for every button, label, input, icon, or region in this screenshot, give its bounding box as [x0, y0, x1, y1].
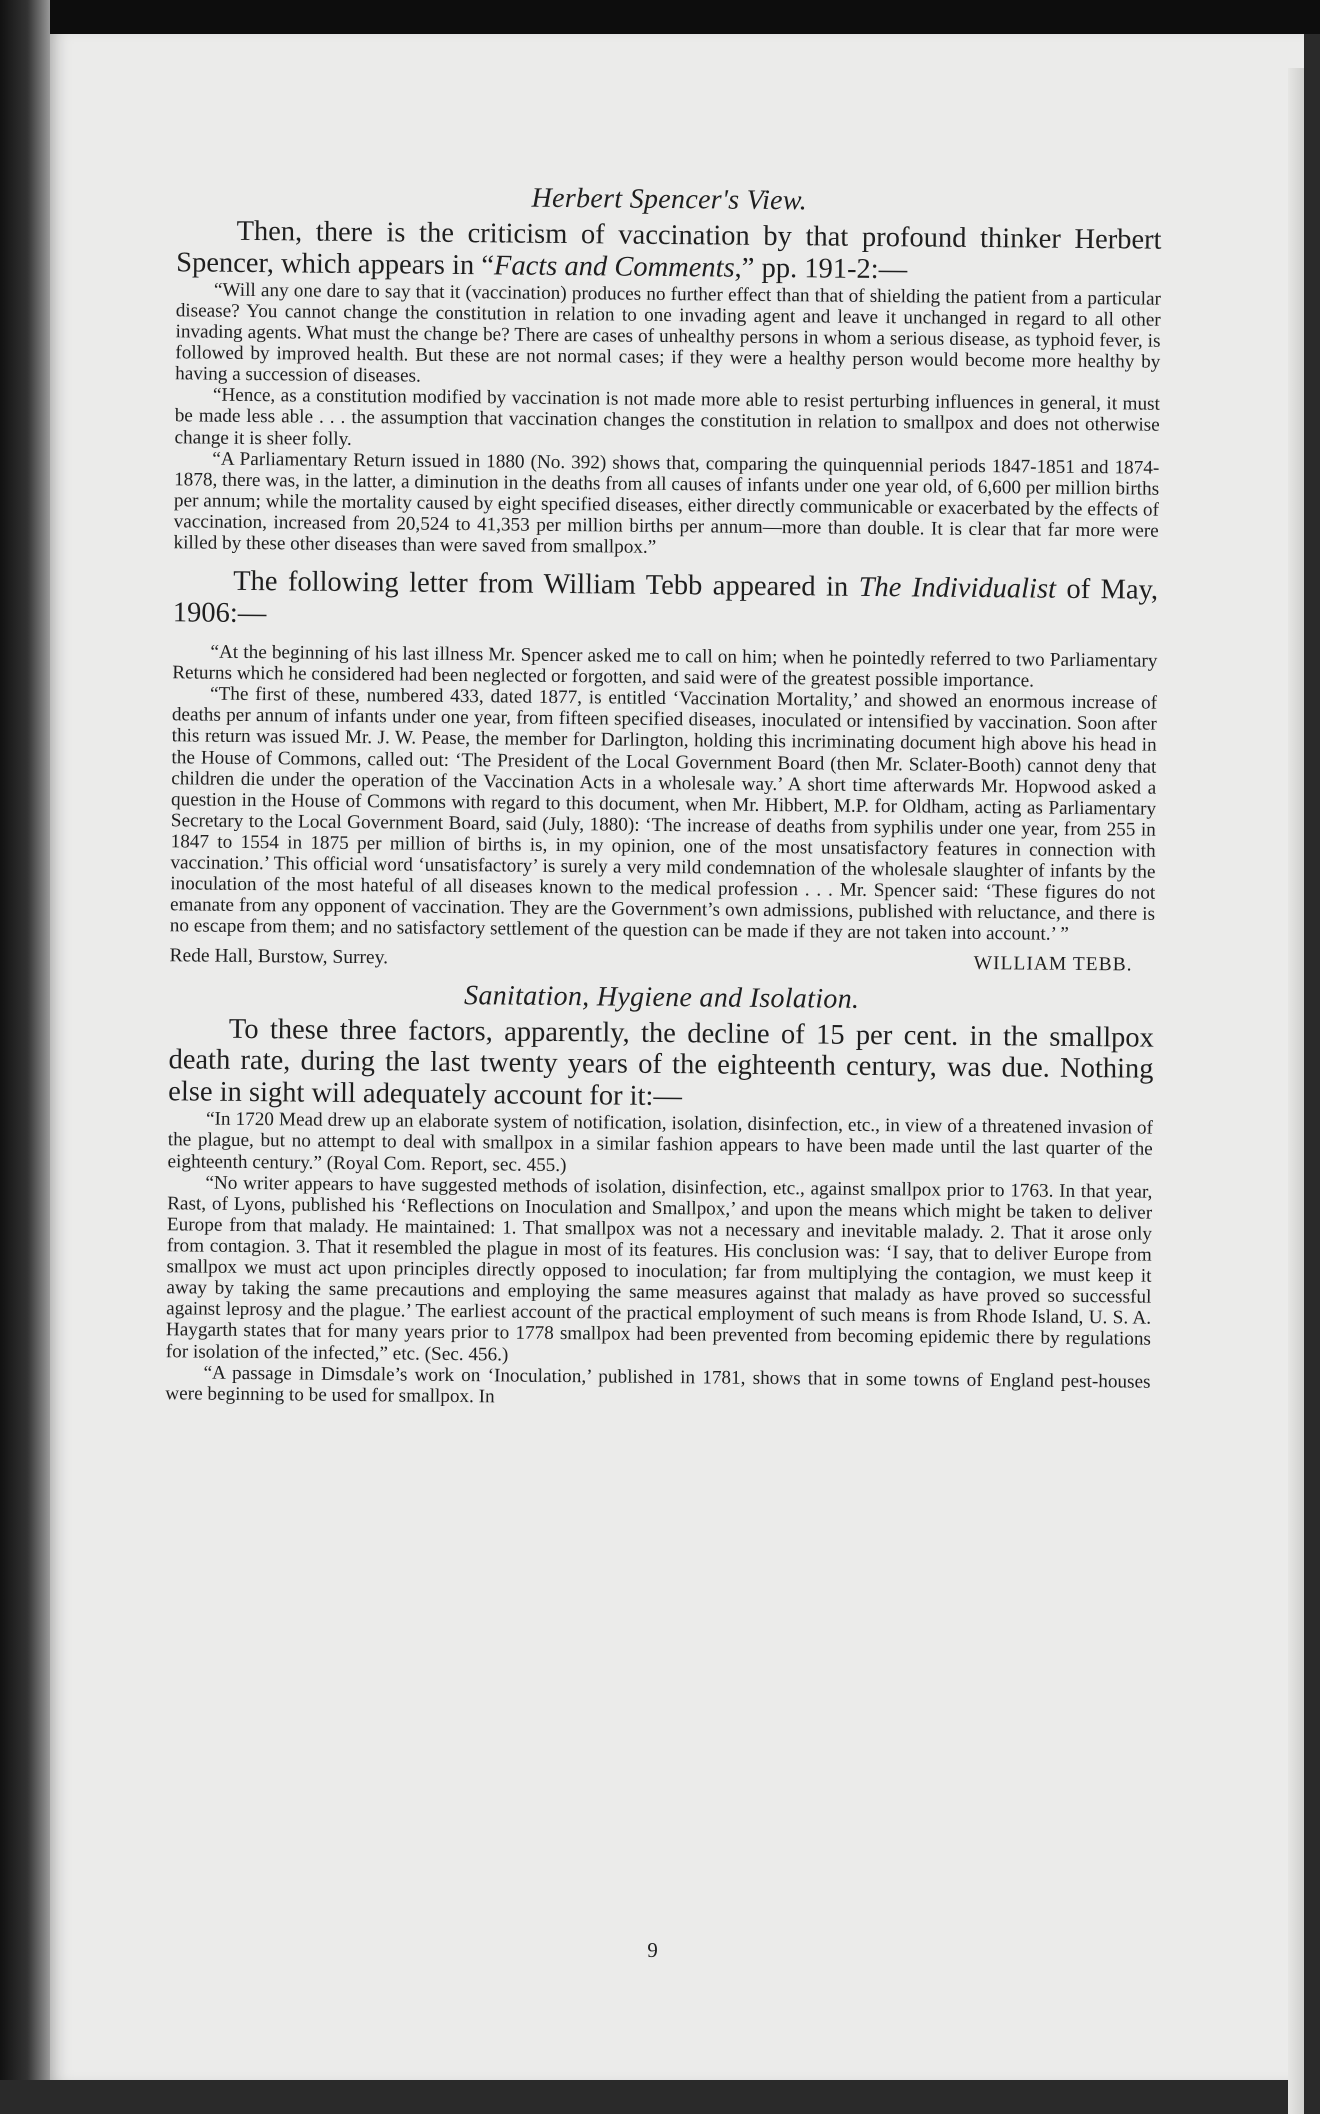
scan-left-border — [0, 0, 50, 2080]
intro-paragraph-spencer: Then, there is the criticism of vaccination by that profound thinker Herbert Spencer, which appears in “Facts and Comments,” pp. 191-2:— — [176, 215, 1162, 286]
letter-signature — [169, 945, 1154, 976]
signature-address: Rede Hall, Burstow, Surrey. — [169, 944, 389, 968]
letter-paragraph: “The first of these, numbered 433, dated 1877, is entitled ‘Vaccination Mortality,’ and showed an enormous increase of deaths per annum of infants under one year, from fifteen specified diseases, inoculated or intensified by vaccination. Soon after this return was issued Mr. J. W. Pease, the member for Darlington, holding this incriminating document high above his head in the House of Commons, called out: ‘The President of the Local Government Board (then Mr. Sclater-Booth) cannot deny that children die under the operation of the Vaccination Acts in a wholesale way.’ A short time afterwards Mr. Hopwood asked a question in the House of Commons with regard to this document, when Mr. Hibbert, M.P. for Oldham, acting as Parliamentary Secretary to the Local Government Board, said (July, 1880): ‘The increase of deaths from syphilis under one year, from 255 in 1847 to 1554 in 1875 per million of births is, in my opinion, one of the most unsatisfactory features in connection with vaccination.’ This official word ‘unsatisfactory’ is surely a very mild condemnation of the wholesale slaughter of infants by the inoculation of the most hateful of all diseases known to the medical profession . . . Mr. Spencer said: ‘These figures do not emanate from any opponent of vaccination. They are the Government’s own admissions, published with reluctance, and there is no escape from them; and no satisfactory settlement of the question can be made if they are not taken into account.’ ” — [169, 683, 1158, 946]
quote-paragraph: “A passage in Dimsdale’s work on ‘Inoculation,’ published in 1781, shows that in some towns of England pest-houses were beginning to be used for smallpox. In — [165, 1362, 1151, 1408]
quote-paragraph: “No writer appears to have suggested methods of isolation, disinfection, etc., against smallpox prior to 1763. In that year, Rast, of Lyons, published his ‘Reflections on Inoculation and Smallpox,’ and upon the means which might be taken to deliver Europe from that malady. He maintained: 1. That smallpox was not a necessary and inevitable malady. 2. That it arose only from contagion. 3. That it resembled the plague in most of its features. His conclusion was: ‘I say, that to deliver Europe from smallpox we must act upon principles directly opposed to inoculation; far from multiplying the contagion, we must keep it away by taking the same precautions and employing the same measures against that malady as have proved so successful against leprosy and the plague.’ The earliest account of the practical employment of such means is from Rhode Island, U. S. A. Haygarth states that for many years prior to 1778 smallpox had been prevented from becoming epidemic there by regulations for isolation of the infected,” etc. (Sec. 456.) — [165, 1172, 1153, 1366]
quote-paragraph: “Hence, as a constitution modified by vaccination is not made more able to resist perturbing influences in general, it must be made less able . . . the assumption that vaccination changes the constitution in relation to smallpox and does not otherwise change it is sheer folly. — [174, 384, 1161, 450]
quote-paragraph: “Will any one dare to say that it (vaccination) produces no further effect than that of shielding the patient from a particular disease? You cannot change the constitution in relation to one invading agent and leave it unchanged in regard to all other invading agents. What must the change be? There are cases of unhealthy persons in whom a serious disease, as typhoid fever, is followed by improved health. But these are not normal cases; if they were a healthy person would become more healthy by having a succession of diseases. — [175, 279, 1162, 387]
signature-name: WILLIAM TEBB. — [973, 952, 1133, 976]
quote-paragraph: “A Parliamentary Return issued in 1880 (No. 392) shows that, comparing the quinquennial periods 1847-1851 and 1874-1878, there was, in the latter, a diminution in the deaths from all causes of infants under one year old, of 6,600 per million births per annum; while the mortality caused by eight specified diseases, either directly communicable or exacerbated by the effects of vaccination, increased from 20,524 to 41,353 per million births per annum—more than double. It is clear that far more were killed by these other diseases than were saved from smallpox.” — [173, 448, 1160, 559]
intro-paragraph-sanitation: To these three factors, apparently, the decline of 15 per cent. in the smallpox death rate, during the last twenty years of the eighteenth century, was due. Nothing else in sight will adequately account for it:— — [168, 1013, 1154, 1113]
page-content — [160, 179, 1162, 1978]
section-heading-sanitation: Sanitation, Hygiene and Isolation. — [463, 979, 860, 1015]
scan-top-border — [0, 0, 1320, 34]
document-page — [50, 34, 1304, 2080]
page-edge — [1288, 68, 1304, 2114]
letter-paragraph: “At the beginning of his last illness Mr. Spencer asked me to call on him; when he pointedly referred to two Parliamentary Returns which he considered had been neglected or forgotten, and said were of the greatest possible importance. — [172, 641, 1158, 692]
page-number: 9 — [647, 1937, 658, 1962]
quote-paragraph: “In 1720 Mead drew up an elaborate system of notification, isolation, disinfection, etc., in view of a threatened invasion of the plague, but no attempt to deal with smallpox in a similar fashion appears to have been made until the last quarter of the eighteenth century.” (Royal Com. Report, sec. 455.) — [167, 1108, 1154, 1176]
intro-paragraph-tebb: The following letter from William Tebb appeared in The Individualist of May, 1906:— — [172, 566, 1159, 630]
section-heading-spencer: Herbert Spencer's View. — [531, 182, 808, 217]
